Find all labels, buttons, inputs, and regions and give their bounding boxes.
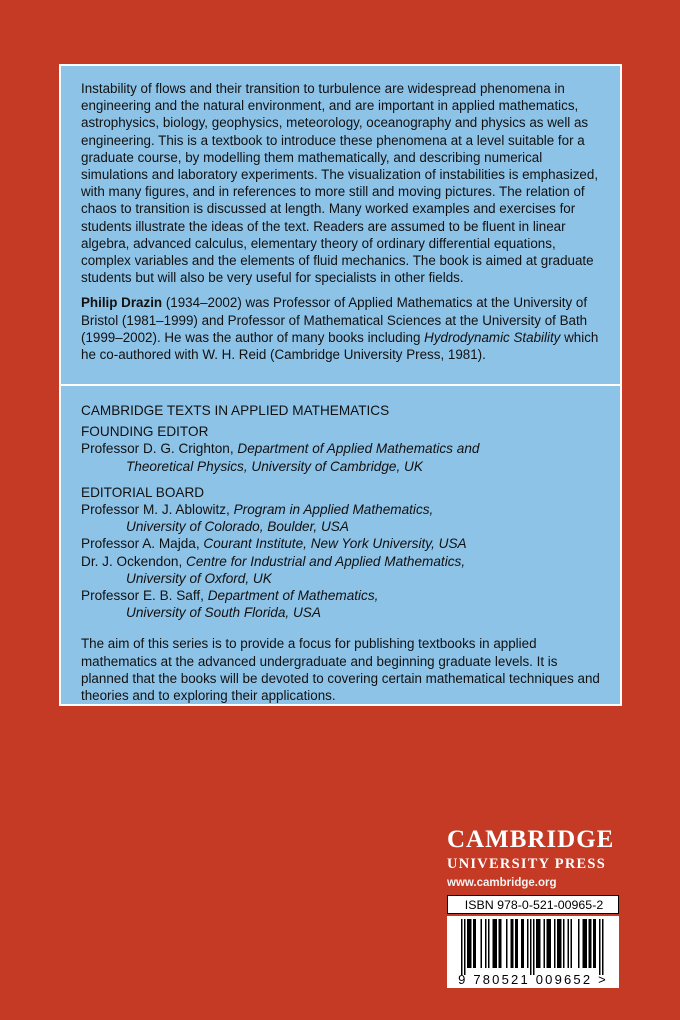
author-bio-end: which he co-authored with W. H. Reid (Cambridge University Press, 1981). <box>81 329 599 363</box>
board-member <box>81 587 603 621</box>
barcode-bar <box>523 919 525 968</box>
barcode-bar <box>559 919 561 968</box>
barcode-bar <box>563 919 565 968</box>
publisher-logo <box>447 826 619 889</box>
board-member-affiliation-cont: University of Oxford, UK <box>126 570 272 586</box>
barcode-bar <box>527 919 529 968</box>
publisher-name: CAMBRIDGE <box>447 826 615 853</box>
board-member-name: Dr. J. Ockendon, <box>81 553 187 569</box>
barcode-bar <box>595 919 597 968</box>
barcode-digits: 9 780521 009652 > <box>458 972 608 987</box>
publisher-subtitle: UNIVERSITY PRESS <box>447 856 607 872</box>
barcode-bar <box>571 919 573 968</box>
board-member-name: Professor E. B. Saff, <box>81 588 208 604</box>
editorial-board-group <box>81 484 603 622</box>
barcode-bar <box>461 919 463 975</box>
barcode-bar <box>578 919 580 968</box>
author-bio-text: (1934–2002) was Professor of Applied Mathematics at the University of Bristol (1981–1999) and Professor of Mathematical Sciences at the University of Bath (1999–2002). He was the author of many books including <box>81 295 588 345</box>
barcode-bar <box>539 919 541 968</box>
barcode-bars <box>447 919 619 975</box>
barcode-bar <box>583 919 585 968</box>
board-member-affiliation: Program in Applied Mathematics, <box>233 502 434 518</box>
editor-affiliation-cont: Theoretical Physics, University of Cambridge, UK <box>126 458 423 474</box>
barcode-bar <box>568 919 570 968</box>
barcode-bar <box>584 919 586 968</box>
barcode-bar <box>547 919 549 968</box>
barcode-bar <box>589 919 591 968</box>
isbn-label: ISBN 978-0-521-00965-2 <box>447 895 619 914</box>
barcode-bar <box>602 919 604 975</box>
barcode-bar <box>488 919 490 968</box>
board-member-affiliation: Courant Institute, New York University, USA <box>203 536 467 552</box>
board-member-affiliation-cont: University of Colorado, Boulder, USA <box>126 519 349 535</box>
barcode-bar <box>475 919 477 968</box>
barcode-bar <box>530 919 532 975</box>
author-name: Philip Drazin <box>81 295 163 311</box>
board-member <box>81 553 603 587</box>
founding-editor-heading: FOUNDING EDITOR <box>81 424 209 440</box>
barcode-bar <box>496 919 498 968</box>
board-member <box>81 501 603 535</box>
barcode-bar <box>533 919 535 975</box>
editorial-board-heading: EDITORIAL BOARD <box>81 484 205 500</box>
founding-editor-entry <box>81 440 603 474</box>
barcode-bar <box>485 919 487 968</box>
barcode-bar <box>469 919 471 968</box>
barcode-bar <box>521 919 523 968</box>
board-member-affiliation: Centre for Industrial and Applied Mathematics, <box>186 553 466 569</box>
barcode-bar <box>536 919 538 968</box>
board-member-affiliation-cont: University of South Florida, USA <box>126 605 321 621</box>
barcode-bar <box>550 919 552 968</box>
founding-editor-group <box>81 423 603 475</box>
series-aim: The aim of this series is to provide a focus for publishing textbooks in applied mathematics at the advanced undergraduate and beginning graduate levels. It is planned that the books will be devoted to covering certain mathematical techniques and theories and to exploring their applications. <box>81 636 600 704</box>
barcode-bar <box>586 919 588 968</box>
publisher-url: www.cambridge.org <box>447 877 557 889</box>
barcode-bar <box>493 919 495 968</box>
editor-affiliation: Department of Applied Mathematics and <box>237 441 480 457</box>
board-member <box>81 535 603 552</box>
barcode-bar <box>590 919 592 968</box>
author-bio <box>81 294 603 363</box>
barcode-bar <box>512 919 514 968</box>
description-panel <box>59 64 622 386</box>
barcode-bar <box>544 919 546 968</box>
barcode-bar <box>515 919 517 968</box>
barcode-bar <box>500 919 502 968</box>
barcode-bar <box>481 919 483 968</box>
barcode <box>447 916 619 988</box>
barcode-bar <box>473 919 475 968</box>
barcode-bar <box>599 919 601 975</box>
barcode-bar <box>538 919 540 968</box>
barcode-bar <box>499 919 501 968</box>
barcode-bar <box>506 919 508 968</box>
barcode-bar <box>511 919 513 968</box>
barcode-bar <box>494 919 496 968</box>
series-title: CAMBRIDGE TEXTS IN APPLIED MATHEMATICS <box>81 403 390 418</box>
editor-name: Professor D. G. Crighton, <box>81 441 238 457</box>
barcode-bar <box>470 919 472 968</box>
barcode-bar <box>560 919 562 968</box>
barcode-bar <box>593 919 595 968</box>
barcode-bar <box>554 919 556 968</box>
barcode-bar <box>548 919 550 968</box>
barcode-bar <box>557 919 559 968</box>
barcode-bar <box>464 919 466 975</box>
series-panel <box>59 384 622 706</box>
board-member-name: Professor M. J. Ablowitz, <box>81 502 234 518</box>
board-member-name: Professor A. Majda, <box>81 536 204 552</box>
author-book-title: Hydrodynamic Stability <box>424 329 561 345</box>
barcode-bar <box>517 919 519 968</box>
blurb-paragraph: Instability of flows and their transition to turbulence are widespread phenomena in engineering and the natural environment, and are important in applied mathematics, astrophysics, biology, geophysics, meteorology, oceanography and physics as well as engineering. This is a textbook to introduce these phenomena at a level suitable for a graduate course, by modelling them mathematically, and describing numerical simulations and laboratory experiments. The visualization of instabilities is emphasized, with many figures, and in references to more still and moving pictures. The relation of chaos to transition is discussed at length. Many worked examples and exercises for students illustrate the ideas of the text. Readers are assumed to be fluent in linear algebra, advanced calculus, elementary theory of ordinary differential equations, complex variables and the elements of fluid mechanics. The book is aimed at graduate students but will also be very useful for specialists in other fields. <box>81 81 599 286</box>
board-member-affiliation: Department of Mathematics, <box>207 588 379 604</box>
barcode-bar <box>467 919 469 968</box>
